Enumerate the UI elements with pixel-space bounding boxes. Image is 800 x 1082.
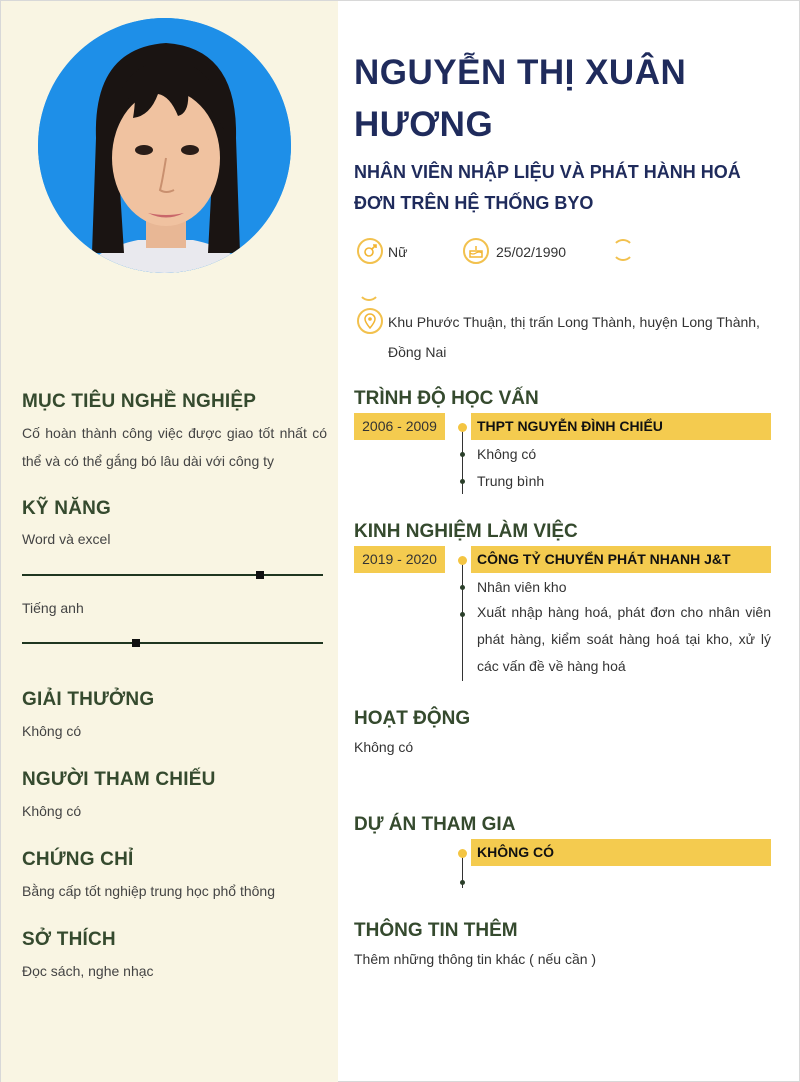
address-value: Khu Phước Thuận, thị trấn Long Thành, huyện Long Thành, Đồng Nai	[388, 314, 760, 360]
references-text: Không có	[22, 803, 82, 819]
project-name: KHÔNG CÓ	[471, 839, 771, 866]
certificates-heading: CHỨNG CHỈ	[22, 849, 134, 870]
timeline-dot	[458, 556, 467, 565]
location-pin-icon	[357, 308, 383, 334]
awards-heading: GIẢI THƯỞNG	[22, 689, 155, 710]
hobbies-heading: SỞ THÍCH	[22, 929, 116, 950]
phone-icon	[612, 239, 634, 261]
references-heading: NGƯỜI THAM CHIẾU	[22, 769, 216, 790]
education-heading: TRÌNH ĐỘ HỌC VẤN	[354, 388, 539, 409]
experience-heading: KINH NGHIỆM LÀM VIỆC	[354, 521, 578, 542]
career-goal-text: Cố hoàn thành công việc được giao tốt nhất có thể và có thể gắng bó lâu dài với công ty	[22, 425, 327, 469]
skills-heading: KỸ NĂNG	[22, 498, 112, 519]
education-period: 2006 - 2009	[354, 413, 445, 440]
more-info-heading: THÔNG TIN THÊM	[354, 920, 518, 941]
skill-level-marker	[132, 639, 140, 647]
cake-icon	[463, 238, 489, 264]
activities-heading: HOẠT ĐỘNG	[354, 708, 471, 729]
education-grade: Trung bình	[477, 473, 545, 489]
education-detail: Không có	[477, 446, 537, 462]
bullet-dot	[460, 452, 465, 457]
gender-value: Nữ	[388, 244, 408, 260]
bullet-dot	[460, 479, 465, 484]
job-title: NHÂN VIÊN NHẬP LIỆU VÀ PHÁT HÀNH HOÁ ĐƠN TRÊN HỆ THỐNG BYO	[354, 162, 741, 213]
profile-photo	[38, 18, 291, 273]
sidebar	[1, 1, 338, 1082]
candidate-name: NGUYỄN THỊ XUÂN HƯƠNG	[354, 53, 687, 144]
skill-name: Word và excel	[22, 531, 111, 547]
profile-photo-illustration	[38, 18, 291, 273]
experience-description: Xuất nhập hàng hoá, phát đơn cho nhân viên phát hàng, kiểm soát hàng hoá tại kho, xử lý các vấn đề về hàng hoá	[477, 604, 771, 674]
email-icon	[358, 279, 380, 301]
projects-heading: DỰ ÁN THAM GIA	[354, 814, 516, 835]
gender-icon	[357, 238, 383, 264]
experience-company: CÔNG TỶ CHUYỂN PHÁT NHANH J&T	[471, 546, 771, 573]
experience-position: Nhân viên kho	[477, 579, 567, 595]
activities-text: Không có	[354, 739, 414, 755]
skill-name: Tiếng anh	[22, 600, 84, 616]
birthday-value: 25/02/1990	[496, 244, 567, 260]
certificates-text: Bằng cấp tốt nghiệp trung học phổ thông	[22, 883, 275, 899]
timeline-line	[462, 559, 463, 681]
bullet-dot	[460, 585, 465, 590]
awards-text: Không có	[22, 723, 82, 739]
skill-level-bar	[22, 642, 323, 644]
skill-level-bar	[22, 574, 323, 576]
timeline-dot	[458, 849, 467, 858]
education-school: THPT NGUYỄN ĐÌNH CHIỂU	[471, 413, 771, 440]
hobbies-text: Đọc sách, nghe nhạc	[22, 963, 154, 979]
bullet-dot	[460, 880, 465, 885]
skill-level-marker	[256, 571, 264, 579]
more-info-text: Thêm những thông tin khác ( nếu cần )	[354, 951, 597, 967]
career-goal-heading: MỤC TIÊU NGHỀ NGHIỆP	[22, 391, 257, 412]
bullet-dot	[460, 612, 465, 617]
experience-period: 2019 - 2020	[354, 546, 445, 573]
timeline-dot	[458, 423, 467, 432]
